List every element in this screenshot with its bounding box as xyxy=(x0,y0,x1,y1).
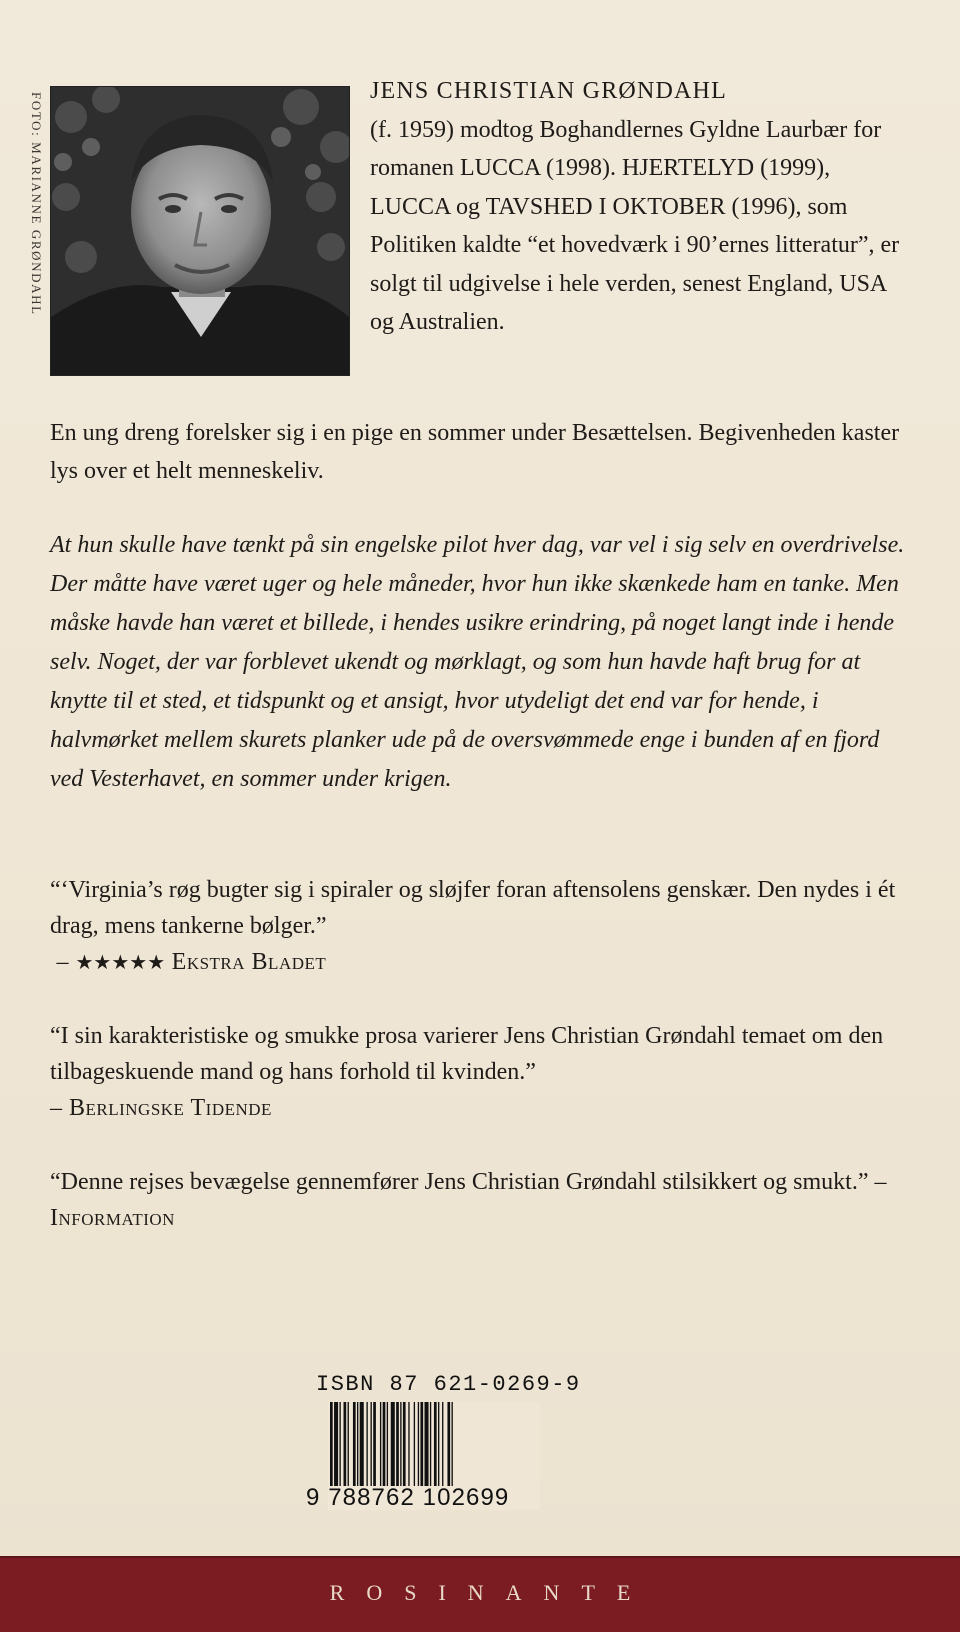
review-text: “Denne rejses bevægelse gennemfører Jens Christian Grøndahl stilsikkert og smukt.” xyxy=(50,1169,869,1195)
barcode-bar xyxy=(430,1402,431,1486)
star-rating-icon: ★★★★★ xyxy=(75,952,166,974)
barcode-bar xyxy=(380,1402,381,1486)
barcode-bar xyxy=(344,1402,347,1486)
barcode-bar xyxy=(357,1402,358,1486)
book-excerpt: At hun skulle have tænkt på sin engelske pilot hver dag, var vel i sig selv en overdrivelse. Der måtte have været uger og hele måneder, hvor hun ikke skænkede ham en tanke. Men måske havde han været et billede, i hendes usikre erindring, på noget langt inde i hende selv. Noget, der var forblevet ukendt og mørklagt, og som hun havde haft brug for at knytte til et sted, et tidspunkt og et ansigt, hvor utydeligt det end var for hende, i halvmørket mellem skurets planker ude på de oversvømmede enge i bunden af en fjord ved Vesterhavet, en sommer under krigen. xyxy=(50,532,905,792)
book-blurb: En ung dreng forelsker sig i en pige en sommer under Besættelsen. Begivenheden kaster lys over et helt menneskeliv. xyxy=(50,420,900,484)
author-bio xyxy=(370,72,915,342)
attribution-dash: – xyxy=(56,949,76,975)
barcode-bar xyxy=(396,1402,399,1486)
barcode-bar xyxy=(452,1402,453,1486)
barcode-bar xyxy=(420,1402,423,1486)
publisher-band xyxy=(0,1556,960,1632)
photo-credit: FOTO: MARIANNE GRØNDAHL xyxy=(29,92,44,316)
review-source: Berlingske Tidende xyxy=(69,1095,272,1121)
barcode-bar xyxy=(438,1402,439,1486)
barcode-bar xyxy=(447,1402,450,1486)
author-photo xyxy=(50,86,350,376)
barcode-bar xyxy=(360,1402,364,1486)
barcode-bar xyxy=(339,1402,340,1486)
barcode-bar xyxy=(434,1402,437,1486)
attribution-dash: – xyxy=(868,1169,887,1195)
barcode-bar xyxy=(387,1402,388,1486)
barcode-bar xyxy=(366,1402,367,1486)
barcode-bar xyxy=(371,1402,372,1486)
review-quote-3 xyxy=(50,1164,920,1236)
barcode-bar xyxy=(400,1402,401,1486)
attribution-dash: – xyxy=(50,1095,69,1121)
barcode-bar xyxy=(348,1402,349,1486)
barcode-bar xyxy=(418,1402,419,1486)
isbn-number: ISBN 87 621-0269-9 xyxy=(316,1372,581,1397)
publisher-name: ROSINANTE xyxy=(329,1580,653,1605)
review-attribution xyxy=(50,944,920,981)
review-source: Information xyxy=(50,1205,175,1231)
barcode-bar xyxy=(334,1402,338,1486)
barcode-bar xyxy=(414,1402,415,1486)
review-text: “‘Virginia’s røg bugter sig i spiraler og sløjfer foran aftensolens genskær. Den nydes i ét drag, mens tankerne bølger.” xyxy=(50,877,896,939)
barcode-number: 9 788762 102699 xyxy=(306,1484,510,1511)
barcode-bar xyxy=(442,1402,443,1486)
barcode-bar xyxy=(425,1402,429,1486)
barcode-bar xyxy=(353,1402,356,1486)
barcode-bar xyxy=(391,1402,395,1486)
barcode-bar xyxy=(373,1402,376,1486)
author-portrait-image xyxy=(51,87,349,375)
barcode-bar xyxy=(408,1402,409,1486)
author-name: JENS CHRISTIAN GRØNDAHL xyxy=(370,78,727,104)
barcode-bar xyxy=(403,1402,406,1486)
barcode-bar xyxy=(330,1402,333,1486)
barcode-bar xyxy=(383,1402,386,1486)
review-text: “I sin karakteristiske og smukke prosa varierer Jens Christian Grøndahl temaet om den tilbageskuende mand og hans forhold til kvinden.” xyxy=(50,1023,884,1085)
review-quote-2 xyxy=(50,1018,920,1126)
author-bio-text: (f. 1959) modtog Boghandlernes Gyldne Laurbær for romanen LUCCA (1998). HJERTELYD (1999), LUCCA og TAVSHED I OKTOBER (1996), som Politiken kaldte “et hovedværk i 90’ernes litteratur”, er solgt til udgivelse i hele verden, senest England, USA og Australien. xyxy=(370,116,900,335)
review-source: Ekstra Bladet xyxy=(171,949,327,975)
review-attribution xyxy=(50,1090,920,1126)
review-quote-1 xyxy=(50,872,920,981)
